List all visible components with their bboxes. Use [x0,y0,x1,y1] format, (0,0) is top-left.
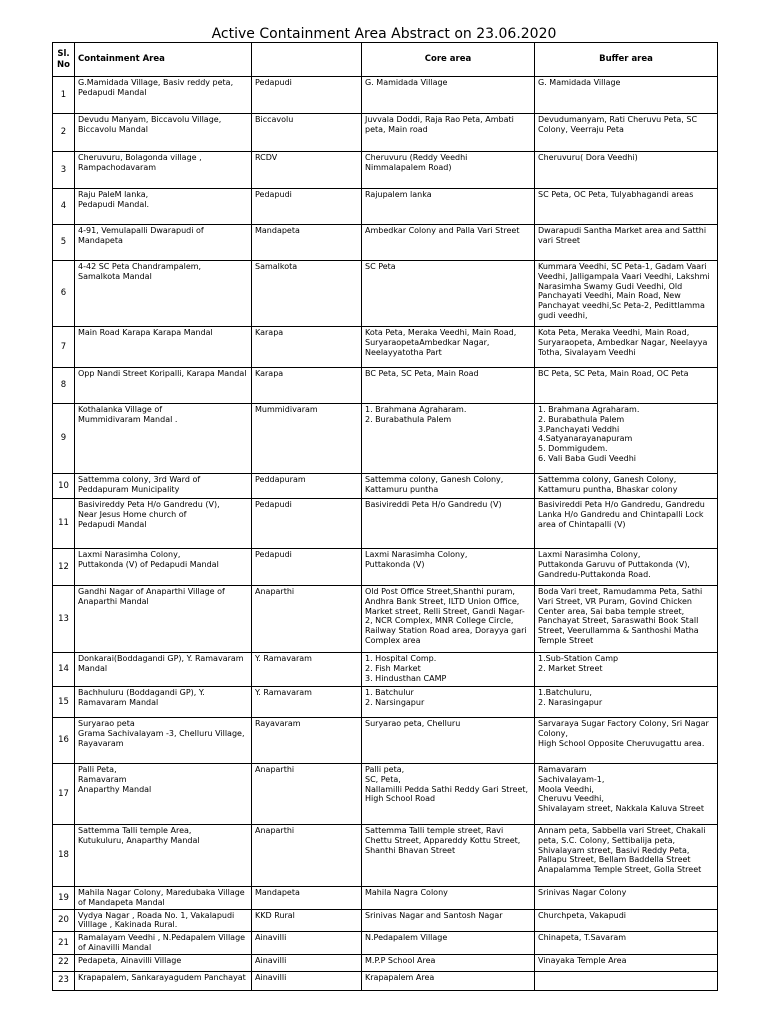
core-area-cell: BC Peta, SC Peta, Main Road [362,368,535,404]
mandal-cell: Mummidivaram [252,404,362,474]
buffer-area-cell: Boda Vari treet, Ramudamma Peta, Sathi Vari Street, VR Puram, Govind Chicken Center area, Sai baba temple street, Panchayat Street, Saraswathi Book Stall Street, Veerullamma & Santhoshi Matha Temple Street [535,586,718,653]
containment-area-cell: Palli Peta, Ramavaram Anaparthy Mandal [75,764,252,825]
mandal-cell: RCDV [252,152,362,189]
containment-area-cell: Basivireddy Peta H/o Gandredu (V), Near Jesus Home church of Pedapudi Mandal [75,499,252,549]
sl-no-cell: 15 [53,687,75,718]
sl-no-cell: 20 [53,909,75,932]
mandal-cell: Pedapudi [252,549,362,586]
containment-area-cell: Ramalayam Veedhi , N.Pedapalem Village of Ainavilli Mandal [75,932,252,955]
buffer-area-cell: Cheruvuru( Dora Veedhi) [535,152,718,189]
buffer-area-cell: Kota Peta, Meraka Veedhi, Main Road, Suryaraopeta, Ambedkar Nagar, Neelayya Totha, Sivalayam Veedhi [535,327,718,368]
sl-no-cell: 6 [53,261,75,327]
buffer-area-cell: Vinayaka Temple Area [535,954,718,971]
sl-no-cell: 17 [53,764,75,825]
table-row [53,225,718,261]
core-area-cell: Ambedkar Colony and Palla Vari Street [362,225,535,261]
containment-area-cell: 4-91, Vemulapalli Dwarapudi of Mandapeta [75,225,252,261]
buffer-area-cell: Annam peta, Sabbella vari Street, Chakali peta, S.C. Colony, Settibalija peta, Shivalayam street, Basivi Reddy Peta, Pallapu Street, Bellam Baddella Street Anapalamma Temple Street, Golla Street [535,825,718,887]
buffer-area-cell: Laxmi Narasimha Colony, Puttakonda Garuvu of Puttakonda (V), Gandredu-Puttakonda Road. [535,549,718,586]
containment-area-cell: Bachhuluru (Boddagandi GP), Y. Ramavaram Mandal [75,687,252,718]
core-area-cell: Sattemma Talli temple street, Ravi Chettu Street, Appareddy Kottu Street, Shanthi Bhavan Street [362,825,535,887]
table-row [53,404,718,474]
sl-no-cell: 7 [53,327,75,368]
mandal-cell: Y. Ramavaram [252,653,362,687]
sl-no-cell: 9 [53,404,75,474]
buffer-area-cell: Dwarapudi Santha Market area and Satthi vari Street [535,225,718,261]
core-area-cell: Mahila Nagra Colony [362,887,535,910]
sl-no-cell: 21 [53,932,75,955]
table-row [53,718,718,764]
table-row [53,687,718,718]
sl-no-cell: 22 [53,954,75,971]
containment-area-cell: Sattemma Talli temple Area, Kutukuluru, Anaparthy Mandal [75,825,252,887]
buffer-area-cell: Sarvaraya Sugar Factory Colony, Sri Nagar Colony, High School Opposite Cheruvugattu area. [535,718,718,764]
containment-area-cell: Donkarai(Boddagandi GP), Y. Ramavaram Mandal [75,653,252,687]
table-row [53,764,718,825]
mandal-cell: Y. Ramavaram [252,687,362,718]
containment-area-cell: Mahila Nagar Colony, Maredubaka Village of Mandapeta Mandal [75,887,252,910]
containment-table [52,42,718,991]
header-mandal [252,43,362,77]
core-area-cell: Krapapalem Area [362,971,535,990]
containment-area-cell: Gandhi Nagar of Anaparthi Village of Anaparthi Mandal [75,586,252,653]
core-area-cell: Cheruvuru (Reddy Veedhi Nimmalapalem Road) [362,152,535,189]
core-area-cell: 1. Batchulur 2. Narsingapur [362,687,535,718]
core-area-cell: Kota Peta, Meraka Veedhi, Main Road, SuryaraopetaAmbedkar Nagar, Neelayyatotha Part [362,327,535,368]
mandal-cell: Peddapuram [252,474,362,499]
table-row [53,954,718,971]
core-area-cell: G. Mamidada Village [362,77,535,114]
containment-area-cell: Pedapeta, Ainavilli Village [75,954,252,971]
mandal-cell: Ainavilli [252,932,362,955]
buffer-area-cell: Devudumanyam, Rati Cheruvu Peta, SC Colony, Veerraju Peta [535,114,718,152]
sl-no-cell: 12 [53,549,75,586]
header-buffer-area: Buffer area [535,43,718,77]
core-area-cell: M.P.P School Area [362,954,535,971]
table-row [53,586,718,653]
table-row [53,77,718,114]
mandal-cell: Karapa [252,368,362,404]
document-title: Active Containment Area Abstract on 23.06.2020 [211,26,557,42]
buffer-area-cell: 1. Brahmana Agraharam. 2. Burabathula Palem 3.Panchayati Veddhi 4.Satyanarayanapuram 5. Dommigudem. 6. Vali Baba Gudi Veedhi [535,404,718,474]
core-area-cell: Suryarao peta, Chelluru [362,718,535,764]
containment-area-cell: 4-42 SC Peta Chandrampalem, Samalkota Mandal [75,261,252,327]
mandal-cell: Mandapeta [252,225,362,261]
buffer-area-cell: G. Mamidada Village [535,77,718,114]
header-row [53,43,718,77]
core-area-cell: Juvvala Doddi, Raja Rao Peta, Ambati peta, Main road [362,114,535,152]
buffer-area-cell: Chinapeta, T.Savaram [535,932,718,955]
containment-area-cell: Devudu Manyam, Biccavolu Village, Biccavolu Mandal [75,114,252,152]
buffer-area-cell: BC Peta, SC Peta, Main Road, OC Peta [535,368,718,404]
containment-area-cell: G.Mamidada Village, Basiv reddy peta, Pedapudi Mandal [75,77,252,114]
table-row [53,549,718,586]
mandal-cell: Rayavaram [252,718,362,764]
sl-no-cell: 11 [53,499,75,549]
mandal-cell: Mandapeta [252,887,362,910]
mandal-cell: Pedapudi [252,77,362,114]
buffer-area-cell: Basivireddi Peta H/o Gandredu, Gandredu Lanka H/o Gandredu and Chintapalli Lock area of Chintapalli (V) [535,499,718,549]
core-area-cell: Laxmi Narasimha Colony, Puttakonda (V) [362,549,535,586]
containment-area-cell: Suryarao peta Grama Sachivalayam -3, Chelluru Village, Rayavaram [75,718,252,764]
buffer-area-cell: Srinivas Nagar Colony [535,887,718,910]
core-area-cell: SC Peta [362,261,535,327]
table-row [53,261,718,327]
sl-no-cell: 10 [53,474,75,499]
mandal-cell: Ainavilli [252,954,362,971]
core-area-cell: N.Pedapalem Village [362,932,535,955]
core-area-cell: Palli peta, SC, Peta, Nallamilli Pedda Sathi Reddy Gari Street, High School Road [362,764,535,825]
containment-area-cell: Opp Nandi Street Koripalli, Karapa Mandal [75,368,252,404]
containment-area-cell: Sattemma colony, 3rd Ward of Peddapuram Municipality [75,474,252,499]
buffer-area-cell: 1.Batchuluru, 2. Narasingapur [535,687,718,718]
table-row [53,971,718,990]
sl-no-cell: 13 [53,586,75,653]
mandal-cell: Pedapudi [252,499,362,549]
table-row [53,327,718,368]
header-containment-area: Containment Area [75,43,252,77]
sl-no-cell: 18 [53,825,75,887]
mandal-cell: Pedapudi [252,189,362,225]
mandal-cell: Samalkota [252,261,362,327]
buffer-area-cell: 1.Sub-Station Camp 2. Market Street [535,653,718,687]
table-row [53,825,718,887]
table-row [53,653,718,687]
sl-no-cell: 2 [53,114,75,152]
mandal-cell: Anaparthi [252,764,362,825]
core-area-cell: 1. Brahmana Agraharam. 2. Burabathula Palem [362,404,535,474]
core-area-cell: Old Post Office Street,Shanthi puram, Andhra Bank Street, ILTD Union Office, Market street, Relli Street, Gandi Nagar-2, NCR Complex, MNR College Circle, Railway Station Road area, Dorayya gari Complex area [362,586,535,653]
core-area-cell: 1. Hospital Comp. 2. Fish Market 3. Hindusthan CAMP [362,653,535,687]
table-row [53,499,718,549]
mandal-cell: Biccavolu [252,114,362,152]
containment-area-cell: Kothalanka Village of Mummidivaram Mandal . [75,404,252,474]
sl-no-cell: 5 [53,225,75,261]
core-area-cell: Srinivas Nagar and Santosh Nagar [362,909,535,932]
sl-no-cell: 14 [53,653,75,687]
table-row [53,189,718,225]
sl-no-cell: 23 [53,971,75,990]
containment-area-cell: Vydya Nagar , Roada No. 1, Vakalapudi Villlage , Kakinada Rural. [75,909,252,932]
table-row [53,474,718,499]
table-body [53,77,718,991]
table-row [53,114,718,152]
mandal-cell: Karapa [252,327,362,368]
mandal-cell: Anaparthi [252,825,362,887]
buffer-area-cell: Ramavaram Sachivalayam-1, Moola Veedhi, Cheruvu Veedhi, Shivalayam street, Nakkala Kaluva Street [535,764,718,825]
buffer-area-cell: Kummara Veedhi, SC Peta-1, Gadam Vaari Veedhi, Jalligampala Vaari Veedhi, Lakshmi Narasimha Swamy Gudi Veedhi, Old Panchayati Veedhi, Main Road, New Panchayat veedhi,Sc Peta-2, Pedittlamma gudi veedhi, [535,261,718,327]
table-row [53,932,718,955]
buffer-area-cell: Churchpeta, Vakapudi [535,909,718,932]
containment-area-cell: Krapapalem, Sankarayagudem Panchayat [75,971,252,990]
sl-no-cell: 19 [53,887,75,910]
table-row [53,909,718,932]
sl-no-cell: 16 [53,718,75,764]
buffer-area-cell [535,971,718,990]
sl-no-cell: 3 [53,152,75,189]
containment-area-cell: Cheruvuru, Bolagonda village , Rampachodavaram [75,152,252,189]
table-row [53,887,718,910]
sl-no-cell: 4 [53,189,75,225]
containment-area-cell: Raju PaleM lanka, Pedapudi Mandal. [75,189,252,225]
table-row [53,152,718,189]
buffer-area-cell: Sattemma colony, Ganesh Colony, Kattamuru puntha, Bhaskar colony [535,474,718,499]
buffer-area-cell: SC Peta, OC Peta, Tulyabhagandi areas [535,189,718,225]
core-area-cell: Sattemma colony, Ganesh Colony, Kattamuru puntha [362,474,535,499]
containment-area-cell: Laxmi Narasimha Colony, Puttakonda (V) of Pedapudi Mandal [75,549,252,586]
table-row [53,368,718,404]
sl-no-cell: 8 [53,368,75,404]
core-area-cell: Rajupalem lanka [362,189,535,225]
header-core-area: Core area [362,43,535,77]
mandal-cell: Anaparthi [252,586,362,653]
core-area-cell: Basivireddi Peta H/o Gandredu (V) [362,499,535,549]
mandal-cell: KKD Rural [252,909,362,932]
mandal-cell: Ainavilli [252,971,362,990]
sl-no-cell: 1 [53,77,75,114]
containment-area-cell: Main Road Karapa Karapa Mandal [75,327,252,368]
header-sl-no: Sl. No [53,43,75,77]
